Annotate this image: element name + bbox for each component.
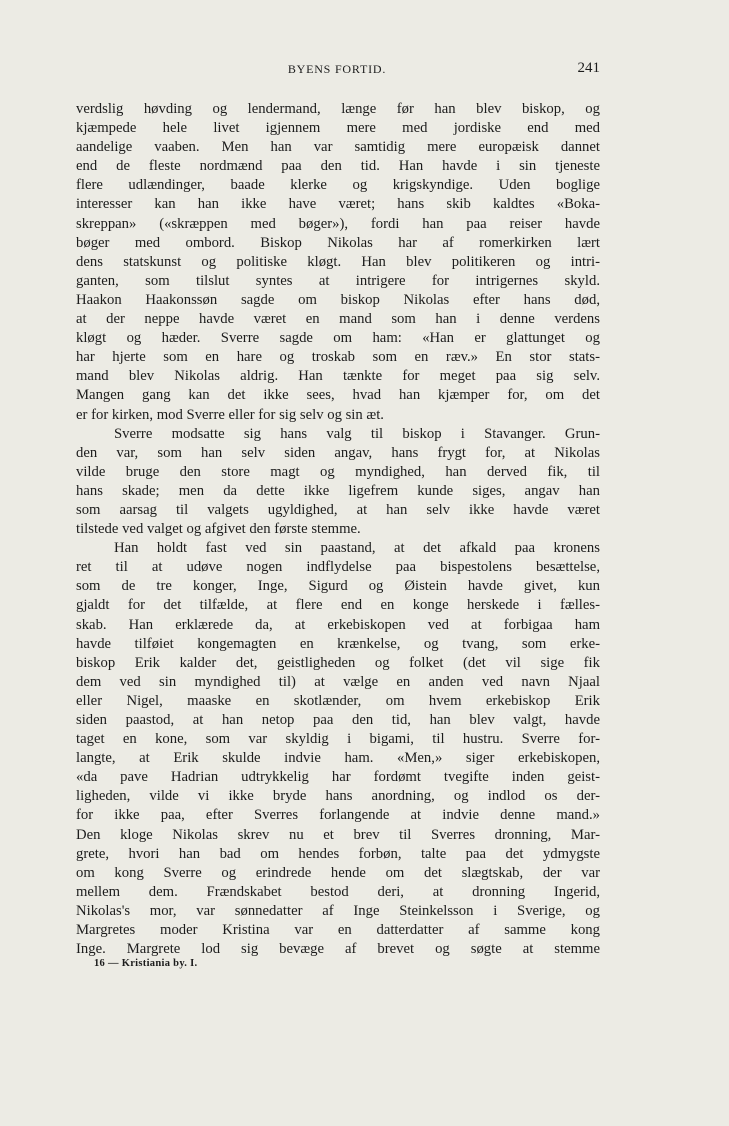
text-line: har hjerte som en hare og troskab som en ræv.» En stor stats- xyxy=(76,349,600,366)
text-line: tilstede ved valget og afgivet den første stemme. xyxy=(76,521,361,538)
text-line: Inge. Margrete lod sig bevæge af brevet og søgte at stemme xyxy=(76,941,600,958)
text-line: om kong Sverre og erindrede hende om det slægtskab, der var xyxy=(76,864,600,881)
text-line: Han holdt fast ved sin paastand, at det afkald paa kronens xyxy=(114,540,600,557)
text-line: «da pave Hadrian udtrykkelig har fordømt tvegifte inden geist- xyxy=(76,769,600,786)
text-line: kløgt og hæder. Sverre sagde om ham: «Han er glattunget og xyxy=(76,330,600,347)
text-line: mellem dem. Frændskabet bestod deri, at dronning Ingerid, xyxy=(76,883,600,900)
text-line: langte, at Erik skulde indvie ham. «Men,» siger erkebiskopen, xyxy=(76,750,600,767)
text-line: siden paastod, at han netop paa den tid, han blev valgt, havde xyxy=(76,712,600,728)
text-line: verdslig høvding og lendermand, længe før han blev biskop, og xyxy=(76,101,600,117)
text-line: vilde bruge den store magt og myndighed, han derved fik, til xyxy=(76,463,600,480)
text-line: for ikke paa, efter Sverres forlangende at indvie denne mand.» xyxy=(76,807,600,824)
text-line: skreppan» («skræppen med bøger»), fordi han paa reiser havde xyxy=(76,215,600,232)
text-line: er for kirken, mod Sverre eller for sig selv og sin æt. xyxy=(76,406,384,423)
text-line: ret til at udøve nogen indflydelse paa bispestolens besættelse, xyxy=(76,559,600,576)
text-line: taget en kone, som var skyldig i bigami, til hustru. Sverre for- xyxy=(76,731,600,748)
text-line: som de tre konger, Inge, Sigurd og Øistein havde givet, kun xyxy=(76,578,600,595)
page-number: 241 xyxy=(577,60,600,76)
text-line: Sverre modsatte sig hans valg til biskop i Stavanger. Grun- xyxy=(114,425,600,442)
text-line: ganten, som tilslut syntes at intrigere for intrigernes skyld. xyxy=(76,272,600,289)
text-line: aandelige vaaben. Men han var samtidig mere europæisk dannet xyxy=(76,139,600,156)
text-line: som aarsag til valgets ugyldighed, at han selv ikke havde været xyxy=(76,501,600,518)
text-line: at der neppe havde været en mand som han i denne verdens xyxy=(76,311,600,328)
text-line: gjaldt for det tilfælde, at flere end en konge herskede i fælles- xyxy=(76,597,600,614)
text-line: dem ved sin myndighed til) at vælge en anden ved navn Njaal xyxy=(76,673,600,690)
text-line: Den kloge Nikolas skrev nu et brev til Sverres dronning, Mar- xyxy=(76,826,600,843)
text-line: eller Nigel, maaske en skotlænder, om hvem erkebiskop Erik xyxy=(76,692,600,709)
text-line: biskop Erik kalder det, geistligheden og folket (det vil sige fik xyxy=(76,654,600,671)
text-line: bøger med ombord. Biskop Nikolas har af romerkirken lært xyxy=(76,234,600,251)
text-line: havde tilføiet kongemagten en krænkelse, og tvang, som erke- xyxy=(76,635,600,652)
text-line: interesser kan han ikke have været; hans skib kaldtes «Boka- xyxy=(76,196,600,213)
text-line: skab. Han erklærede da, at erkebiskopen ved at forbigaa ham xyxy=(76,616,600,633)
text-line: hans skade; men da dette ikke ligefrem kunde siges, angav han xyxy=(76,482,600,499)
text-line: grete, hvori han bad om hendes forbøn, talte paa det ydmygste xyxy=(76,845,600,862)
running-title: BYENS FORTID. xyxy=(287,62,387,76)
text-line: dens statskunst og politiske kløgt. Han blev politikeren og intri- xyxy=(76,253,600,270)
text-line: end de fleste nordmænd paa den tid. Han havde i sin tjeneste xyxy=(76,158,600,175)
text-line: den var, som han selv siden angav, hans frygt for, at Nikolas xyxy=(76,444,600,461)
text-line: flere udlændinger, baade klerke og krigskyndige. Uden boglige xyxy=(76,177,600,194)
page-header xyxy=(74,62,600,82)
text-line: Mangen gang kan det ikke sees, hvad han kjæmper for, om det xyxy=(76,387,600,404)
text-line: kjæmpede hele livet igjennem mere med jordiske end med xyxy=(76,120,600,137)
text-line: mand blev Nikolas aldrig. Han tænkte for meget paa sig selv. xyxy=(76,368,600,385)
text-line: Nikolas's mor, var sønnedatter af Inge Steinkelsson i Sverige, og xyxy=(76,902,600,919)
text-line: Margretes moder Kristina var en datterdatter af samme kong xyxy=(76,922,600,939)
text-line: Haakon Haakonssøn sagde om biskop Nikolas efter hans død, xyxy=(76,291,600,308)
text-line: ligheden, vilde vi ikke bryde hans anordning, og indlod os der- xyxy=(76,788,600,805)
body-text xyxy=(76,100,600,959)
printer-signature: 16 — Kristiania by. I. xyxy=(94,958,198,969)
